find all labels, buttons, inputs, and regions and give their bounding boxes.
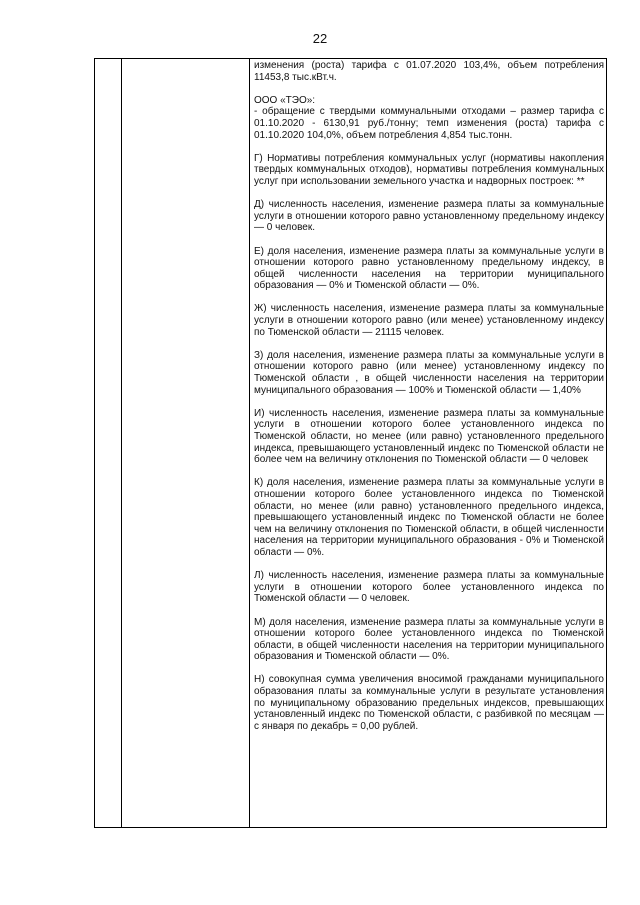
column-divider bbox=[249, 59, 250, 827]
paragraph-z: З) доля населения, изменение размера платы за коммунальные услуги в отношении которого равно (или менее) установленному индексу по Тюменской области , в общей численности населения на территории муниципального образования — 100% и Тюменской области — 1,40% bbox=[254, 349, 604, 396]
paragraph-zh: Ж) численность населения, изменение размера платы за коммунальные услуги в отношении которого равно (или менее) установленному индексу по Тюменской области — 21115 человек. bbox=[254, 303, 604, 338]
paragraph-k: К) доля населения, изменение размера платы за коммунальные услуги в отношении которого более установленного индекса по Тюменской области, но менее (или равно) установленного предельного индекса, превышающего установленный индекс по Тюменской области не более чем на величину отклонения по Тюменской области, в общей численности населения на территории муниципального образования - 0% и Тюменской области — 0%. bbox=[254, 477, 604, 558]
page-number: 22 bbox=[312, 31, 328, 46]
paragraph-g: Г) Нормативы потребления коммунальных услуг (нормативы накопления твердых коммунальных отходов), нормативы потребления коммунальных услуг при использовании земельного участка и надворных построек: ** bbox=[254, 152, 604, 187]
table-cell-content bbox=[254, 60, 604, 732]
column-divider bbox=[121, 59, 122, 827]
paragraph-i: И) численность населения, изменение размера платы за коммунальные услуги в отношении которого более установленного индекса по Тюменской области, но менее (или равно) установленного предельного индекса, превышающего установленный индекс по Тюменской области не более чем на величину отклонения по Тюменской области — 0 человек bbox=[254, 407, 604, 466]
paragraph-n: Н) совокупная сумма увеличения вносимой гражданами муниципального образования платы за коммунальные услуги в результате установления по муниципальному образованию предельных индексов, превышающих установленный индекс по Тюменской области, с разбивкой по месяцам — с января по декабрь = 0,00 рублей. bbox=[254, 674, 604, 732]
paragraph-d: Д) численность населения, изменение размера платы за коммунальные услуги в отношении которого равно установленному предельному индексу — 0 человек. bbox=[254, 199, 604, 234]
paragraph-l: Л) численность населения, изменение размера платы за коммунальные услуги в отношении которого более установленного индекса по Тюменской области — 0 человек. bbox=[254, 570, 604, 605]
paragraph-tariff-end: изменения (роста) тарифа с 01.07.2020 103,4%, объем потребления 11453,8 тыс.кВт.ч. bbox=[254, 60, 604, 83]
paragraph-m: М) доля населения, изменение размера платы за коммунальные услуги в отношении которого более установленного индекса по Тюменской области, в общей численности населения на территории муниципального образования и Тюменской области — 0%. bbox=[254, 616, 604, 663]
paragraph-e: Е) доля населения, изменение размера платы за коммунальные услуги в отношении которого равно установленному предельному индексу, в общей численности населения на территории муниципального образования — 0% и Тюменской области — 0%. bbox=[254, 245, 604, 292]
paragraph-teo: ООО «ТЭО»: - обращение с твердыми коммунальными отходами – размер тарифа с 01.10.2020 - 6130,91 руб./тонну; темп изменения (роста) тарифа с 01.10.2020 104,0%, объем потребления 4,854 тыс.тонн. bbox=[254, 94, 604, 141]
